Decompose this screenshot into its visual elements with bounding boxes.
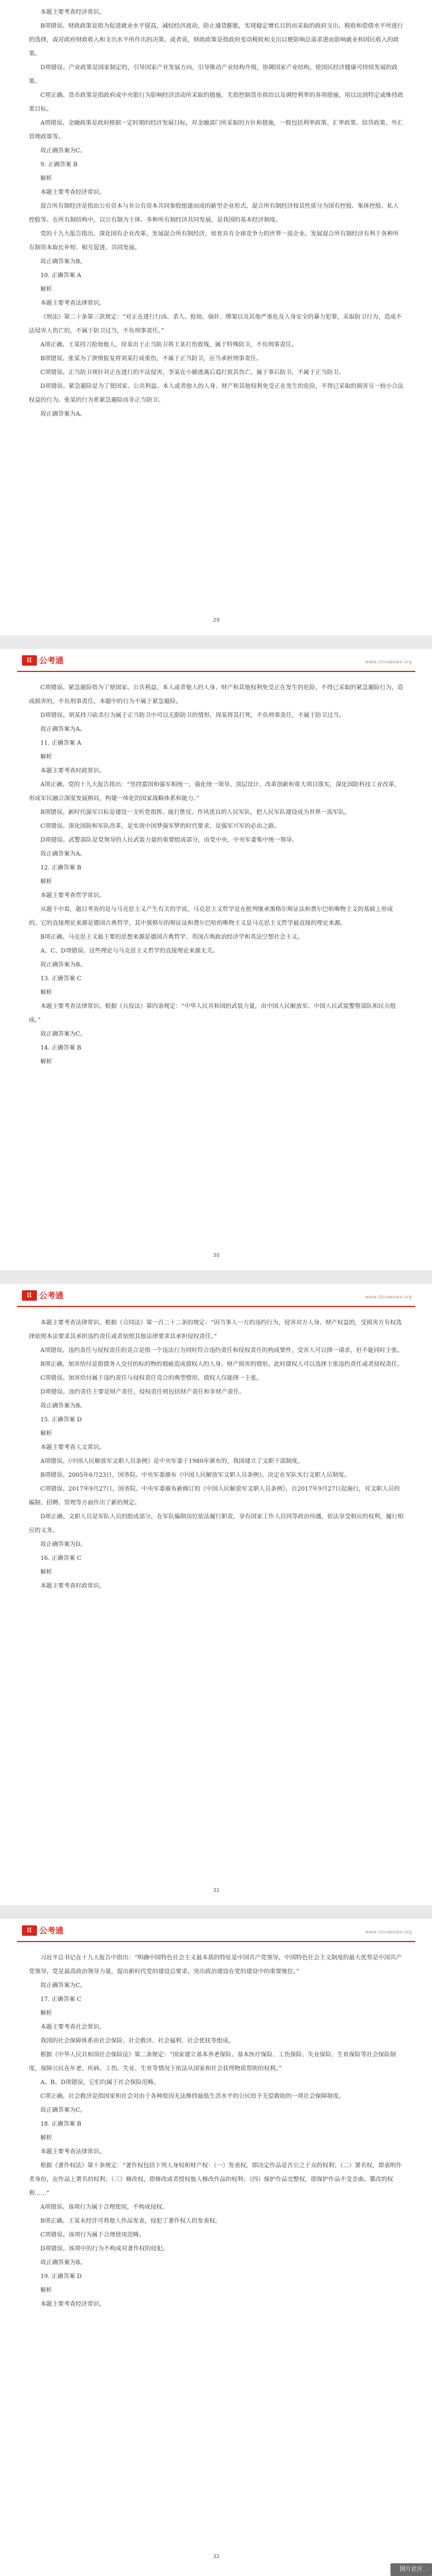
- paragraph: 解析: [40, 879, 52, 885]
- page-header: [17, 649, 415, 674]
- paragraph: 本题主要考查经济常识。: [40, 189, 106, 196]
- header-url: www.chinaexam.org: [365, 659, 412, 664]
- paragraph: 本题主要考查人文常识。: [40, 1444, 106, 1451]
- paragraph: 本题主要考查经济常识。: [40, 2301, 106, 2308]
- paragraph: D项错误。违约责任主要是财产责任，侵权责任则包括财产责任和非财产责任。: [40, 1389, 245, 1395]
- paragraph: 故正确答案为A。: [40, 411, 86, 417]
- paragraph: C项错误。2017年9月27日，国务院、中央军委颁布新修订的《中国人民解放军文职人员条例》，自2017年9月27日起施行，对文职人员的编制、招聘、管理等方面作出了新的规定。: [29, 1486, 400, 1506]
- paragraph: 13. 正确答案 C: [40, 976, 82, 982]
- paragraph: 本题主要考查法律常识。根据《合同法》第一百二十二条的规定：“因当事人一方的违约行为，侵害对方人身、财产权益的，受损害方有权选择依照本法要求其承担违约责任或者依照其他法律要求其承担侵权责任。”: [29, 1320, 402, 1340]
- paragraph: 根据《著作权法》第十条规定：“著作权包括下列人身权和财产权：（一）发表权，即决定作品是否公之于众的权利；（二）署名权，即表明作者身份，在作品上署名的权利；（三）修改权，即修改或者授权他人修改作品的权利；（四）保护作品完整权，即保护作品不受歪曲、篡改的权利……”: [29, 2163, 402, 2197]
- paragraph: 9. 正确答案 B: [40, 162, 78, 168]
- paragraph: 14. 正确答案 B: [40, 1045, 81, 1051]
- paragraph: 16. 正确答案 C: [40, 1555, 82, 1562]
- paragraph: A、C、D项错误。这些理论与马克思主义哲学的直接理论来源无关。: [40, 948, 219, 954]
- page-separator: [0, 1270, 432, 1284]
- page-header: [17, 1284, 415, 1309]
- logo-badge-icon: [[: [22, 1925, 37, 1936]
- paragraph: 本题主要考查时政常识。: [40, 1583, 106, 1589]
- page-body: [29, 1951, 404, 2312]
- paragraph: 故正确答案为A。: [40, 726, 86, 733]
- document-page: [17, 649, 415, 1270]
- paragraph: 解析: [40, 754, 52, 760]
- header-divider: [17, 671, 415, 672]
- paragraph: A项正确。王某持刀抢劫他人，徐某出于正当防卫将王某打伤致残，属于特殊防卫，不负刑事责任。: [40, 342, 298, 348]
- paragraph: 故正确答案为B。: [40, 1403, 86, 1409]
- page-header: [17, 1919, 415, 1944]
- logo: [22, 1925, 63, 1936]
- paragraph: 党的十九大报告指出，深化国有企业改革，发展混合所有制经济，培育具有全球竞争力的世界一流企业。发展混合所有制经济有利于各种所有制资本取长补短、相互促进、共同发展。: [29, 231, 399, 251]
- header-url: www.chinaexam.org: [365, 1294, 412, 1300]
- watermark: 图片社区: [390, 2563, 432, 2576]
- paragraph: B项正确。加害给付是指债务人交付的标的物的瑕疵造成债权人的人身、财产损害的情形，此时债权人可以选择主张违约责任或者侵权责任。: [40, 1361, 403, 1368]
- paragraph: 11. 正确答案 A: [40, 740, 81, 746]
- paragraph: 本题主要考查哲学常识。: [40, 893, 106, 899]
- header-divider: [17, 1941, 415, 1942]
- page-body: [29, 1316, 404, 1593]
- paragraph: A项错误。违约责任与侵权责任的竞合是指一个违法行为同时符合违约责任和侵权责任的构成要件，受害人可以择一请求，但不能同时主张。: [40, 1347, 403, 1354]
- paragraph: 17. 正确答案 C: [40, 1996, 82, 2003]
- paragraph: 解析: [40, 176, 52, 182]
- logo: [22, 1290, 63, 1301]
- paragraph: 故正确答案为B。: [40, 259, 86, 265]
- paragraph: A项错误。金融政策是政府根据一定时期的经济发展目标，对金融部门所采取的方针和措施，一般包括利率政策、汇率政策、信贷政策、外汇管理政策等。: [29, 120, 403, 140]
- paragraph: 故正确答案为B。: [40, 962, 86, 968]
- logo-name: 公考通: [39, 1927, 63, 1936]
- paragraph: 12. 正确答案 B: [40, 865, 81, 871]
- logo-name: 公考通: [39, 1291, 63, 1301]
- page-body: [29, 681, 404, 1069]
- logo: [22, 655, 63, 666]
- page-number: 30: [213, 1253, 220, 1259]
- paragraph: 习近平总书记在十九大报告中指出：“明确中国特色社会主义最本质的特征是中国共产党领导，中国特色社会主义制度的最大优势是中国共产党领导，党是最高政治领导力量，提出新时代党的建设总要求，突出政治建设在党的建设中的重要地位。”: [29, 1955, 402, 1975]
- paragraph: B项错误。2005年6月23日，国务院、中央军委颁布《中国人民解放军文职人员条例》，决定在军队实行文职人员制度。: [40, 1472, 350, 1479]
- paragraph: 故正确答案为D。: [40, 1541, 87, 1548]
- page-number: 32: [213, 2554, 220, 2560]
- paragraph: 本题主要考查法律常识。根据《兵役法》第四条规定：“中华人民共和国的武装力量，由中国人民解放军、中国人民武装警察部队和民兵组成。”: [29, 1003, 396, 1024]
- paragraph: A项正确。党的十九大报告指出：“坚持富国和强军相统一，强化统一领导、顶层设计、改革创新和重大项目落实，深化国防科技工业改革，形成军民融合深度发展格局，构建一体化的国家战略体系和能力。”: [29, 782, 400, 802]
- document-page: [17, 1284, 415, 1905]
- paragraph: 15. 正确答案 D: [40, 1417, 82, 1423]
- paragraph: 从题干中看，题目考查的是与马克思主义产生有关的学说，马克思主义哲学是在批判继承黑格尔辩证法和费尔巴哈唯物主义的基础上形成的。它的直接理论来源是德国古典哲学，其中黑格尔的辩证法和费尔巴哈的唯物主义是马克思主义哲学最直接的理论来源。: [29, 906, 393, 927]
- paragraph: C项错误。该项行为属于合理使用范畴。: [40, 2232, 145, 2238]
- logo-badge-icon: [[: [22, 655, 37, 666]
- paragraph: 《刑法》第二十条第三款规定：“对正在进行行凶、杀人、抢劫、强奸、绑架以及其他严重危及人身安全的暴力犯罪，采取防卫行为，造成不法侵害人伤亡的，不属于防卫过当，不负刑事责任。”: [29, 314, 402, 334]
- paragraph: 解析: [40, 286, 52, 293]
- paragraph: 解析: [40, 2135, 52, 2141]
- paragraph: 解析: [40, 1569, 52, 1576]
- paragraph: 解析: [40, 2010, 52, 2017]
- paragraph: B项错误。财政政策是指为促进就业水平提高，减轻经济波动，防止通货膨胀，实现稳定增长目的而采取的政府支出、税收和借债水平所进行的选择，或对政府财政收入和支出水平所作出的决策。或者说，财政政策是指政府变动税收和支出以便影响总需求进而影响就业和国民收入的政策。: [29, 23, 403, 57]
- paragraph: 解析: [40, 990, 52, 996]
- header-url: www.chinaexam.org: [365, 1929, 412, 1935]
- paragraph: B项正确。王某未经许可将他人作品发表，侵犯了著作权人的发表权。: [40, 2218, 221, 2224]
- paragraph: B项错误。张某为了泄愤报复将刘某打成重伤，不属于正当防卫，应当承担刑事责任。: [40, 356, 262, 362]
- paragraph: 19. 正确答案 D: [40, 2273, 82, 2280]
- paragraph: A项错误。该项行为属于合理使用，不构成侵权。: [40, 2204, 168, 2211]
- paragraph: B项正确。马克思主义最主要的思想来源是德国古典哲学、英国古典政治经济学和英法空想社会主义。: [40, 934, 303, 940]
- paragraph: 故正确答案为B。: [40, 2260, 86, 2266]
- paragraph: C项正确。社会救济是指国家和社会对由于各种原因无法维持最低生活水平的公民给予无偿救助的一项社会保障制度。: [40, 2093, 345, 2100]
- page-number: 29: [213, 618, 220, 624]
- paragraph: 我国的社会保障体系由社会保险、社会救济、社会福利、社会优抚等组成。: [40, 2038, 235, 2044]
- paragraph: D项错误。该项中的行为不构成对著作权的侵犯。: [40, 2246, 169, 2252]
- paragraph: C项错误。加害给付属于违约责任与侵权责任竞合的典型情形，债权人仅能择一主张。: [40, 1375, 262, 1382]
- paragraph: C项错误。深化国防和军队改革，是实现中国梦强军梦的时代要求，是强军兴军的必由之路。: [40, 823, 280, 830]
- paragraph: D项错误。产业政策是国家制定的，引导国家产业发展方向，引导推动产业结构升级，协调国家产业结构，使国民经济健康可持续发展的政策。: [29, 65, 398, 85]
- paragraph: 混合所有制经济是指由公有资本与非公有资本共同参股组建而成的新型企业形式。混合所有制经济按其性质分为国有控股、集体控股、私人控股等。在所有制结构中，以公有制为主体、多种所有制经济共同发展，是我国的基本经济制度。: [29, 203, 399, 223]
- paragraph: 本题主要考查法律常识。: [40, 2149, 106, 2155]
- paragraph: 故正确答案为A。: [40, 851, 86, 857]
- page-body: [29, 6, 404, 421]
- paragraph: 解析: [40, 1059, 52, 1065]
- paragraph: D项正确。文职人员是军队人员的组成部分，在军队编制岗位依法履行职责，享有国家工作人员同等政治待遇，依法享受相应的权利，履行相应的义务。: [29, 1514, 404, 1534]
- paragraph: 本题主要考查时政常识。: [40, 768, 106, 774]
- paragraph: D项错误。武警部队是党领导的人民武装力量的重要组成部分，由党中央、中央军委集中统一领导。: [40, 837, 298, 843]
- paragraph: 18. 正确答案 B: [40, 2121, 81, 2127]
- paragraph: 本题主要考查经济常识。: [40, 9, 106, 16]
- paragraph: C项错误。正当防卫须针对正在进行的不法侵害，李某在小偷逃离后追打致其伤亡，属于事后防卫，不属于正当防卫。: [40, 369, 345, 376]
- paragraph: 故正确答案为C。: [40, 148, 87, 154]
- paragraph: 解析: [40, 1431, 52, 1437]
- page-separator: [0, 1905, 432, 1919]
- paragraph: 解析: [40, 2287, 52, 2294]
- paragraph: A项错误。《中国人民解放军文职人员条例》是中央军委于1980年颁布的，我国建立了文职干部制度。: [40, 1458, 304, 1465]
- paragraph: 故正确答案为C。: [40, 1983, 87, 1989]
- paragraph: 10. 正确答案 A: [40, 272, 81, 279]
- paragraph: 根据《中华人民共和国社会保险法》第二条规定：“国家建立基本养老保险、基本医疗保险、工伤保险、失业保险、生育保险等社会保险制度，保障公民在年老、疾病、工伤、失业、生育等情况下依法从国家和社会获得物质帮助的权利。”: [29, 2052, 396, 2072]
- paragraph: 故正确答案为C。: [40, 2107, 87, 2114]
- paragraph: C项正确。货币政策是指政府或中央银行为影响经济活动所采取的措施，尤指控制货币供给以及调控利率的各项措施，用以达到特定或维持政策目标。: [29, 92, 404, 113]
- paragraph: B项错误。新时代强军目标是建设一支听党指挥、能打胜仗、作风优良的人民军队，把人民军队建设成为世界一流军队。: [40, 809, 351, 816]
- page-separator: [0, 635, 432, 649]
- document-page: [17, 0, 415, 635]
- logo-badge-icon: [[: [22, 1290, 37, 1301]
- paragraph: D项错误。胡某持刀砍杀行为属于正当防卫中可以无限防卫的情形，周某将其打死，不负刑事责任，不属于防卫过当。: [40, 712, 345, 719]
- paragraph: C项错误。紧急避险指为了使国家、公共利益、本人或者他人的人身、财产和其他权利免受正在发生的危险，不得已采取的紧急避险行为，造成损害的，不负刑事责任。本题中的行为不属于紧急避险。: [29, 685, 404, 705]
- paragraph: D项错误。紧急避险是为了使国家、公共利益、本人或者他人的人身、财产和其他权利免受正在发生的危险，不得已采取的损害另一较小合法权益的行为。张某的行为系紧急避险而非正当防卫。: [29, 383, 404, 404]
- paragraph: 故正确答案为C。: [40, 1031, 87, 1037]
- logo-name: 公考通: [39, 656, 63, 666]
- paragraph: 本题主要考查法律常识。: [40, 300, 106, 307]
- paragraph: 本题主要考查社会常识。: [40, 2024, 106, 2030]
- header-divider: [17, 1306, 415, 1307]
- document-page: [17, 1919, 415, 2576]
- paragraph: A、B、D项错误，它们均属于社会保险范畴。: [40, 2080, 160, 2086]
- page-number: 31: [213, 1888, 220, 1894]
